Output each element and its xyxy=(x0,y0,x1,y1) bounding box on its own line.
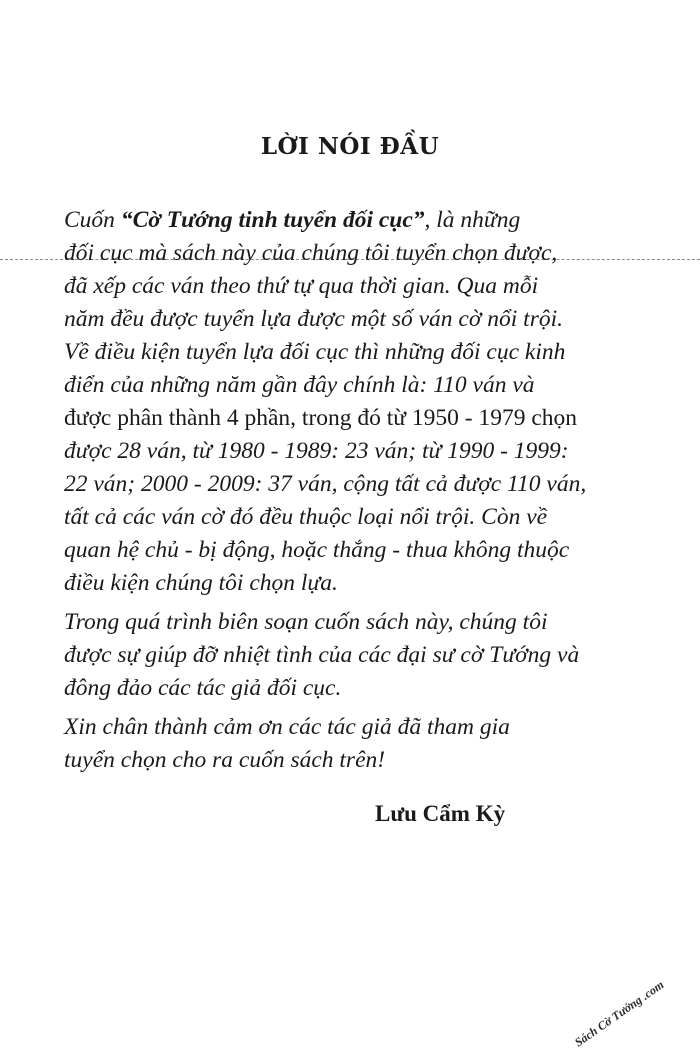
paragraph-2 xyxy=(64,606,612,705)
text-line: tất cả các ván cờ đó đều thuộc loại nổi trội. Còn về xyxy=(64,504,548,530)
publisher-watermark: Sách Cờ Tướng .com xyxy=(572,977,667,1050)
text-line: Về điều kiện tuyển lựa đối cục thì những đối cục kinh xyxy=(64,339,566,365)
text-line: được 28 ván, từ 1980 - 1989: 23 ván; từ 1990 - 1999: xyxy=(64,438,569,464)
paragraph-3 xyxy=(64,711,612,777)
text-line: được phân thành 4 phần, trong đó từ 1950 - 1979 chọn xyxy=(64,405,578,431)
text-line: điều kiện chúng tôi chọn lựa. xyxy=(64,570,338,596)
text-line: đối cục mà sách này của chúng tôi tuyển chọn được, xyxy=(64,240,558,266)
text-line: 22 ván; 2000 - 2009: 37 ván, cộng tất cả được 110 ván, xyxy=(64,471,587,497)
text-line: tuyển chọn cho ra cuốn sách trên! xyxy=(64,747,386,773)
text-span: Cuốn xyxy=(64,207,121,233)
text-line: năm đều được tuyển lựa được một số ván cờ nổi trội. xyxy=(64,306,563,332)
text-line: quan hệ chủ - bị động, hoặc thắng - thua không thuộc xyxy=(64,537,570,563)
preface-body xyxy=(64,204,612,783)
text-line: được sự giúp đỡ nhiệt tình của các đại sư cờ Tướng và xyxy=(64,642,580,668)
text-line: đã xếp các ván theo thứ tự qua thời gian. Qua mỗi xyxy=(64,273,539,299)
text-span: , là những xyxy=(424,207,521,233)
author-signature: Lưu Cẩm Kỳ xyxy=(375,801,506,826)
paragraph-1 xyxy=(64,204,612,600)
text-line xyxy=(64,204,612,237)
page-title: LỜI NÓI ĐẦU xyxy=(260,133,440,160)
text-line: đông đảo các tác giả đối cục. xyxy=(64,675,342,701)
text-line: điển của những năm gần đây chính là: 110 ván và xyxy=(64,372,535,398)
text-line: Trong quá trình biên soạn cuốn sách này, chúng tôi xyxy=(64,609,548,635)
book-title-highlight: “Cờ Tướng tinh tuyển đối cục” xyxy=(120,207,425,233)
text-line: Xin chân thành cảm ơn các tác giả đã tham gia xyxy=(64,714,510,740)
